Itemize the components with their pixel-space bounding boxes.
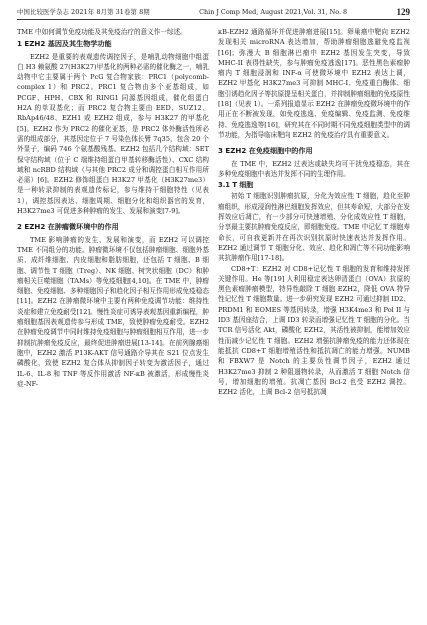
intro-paragraph: TME 中如何调节免疫功能及其免疫治疗的意义作一综述。 xyxy=(17,28,187,36)
continued-paragraph: κB-EZH2 通路循环并促进肿瘤进展[15]。卵巢癌中靶向 EZH2 发现相关 microRNA 表达增加，帮助肿瘤细胞逃避免疫监视[16]；弥漫大 B 细胞淋巴瘤中 EZH2 基因发生突变，导致 MHC-II 表得性缺失，参与肿瘤免疫逃逸[17]。恶性黑色素瘤肿瘤内 T 细胞浸润和 INF-α 可使微环境中 EZH2 表达上调，EZH2 甲基化 H3K27me3 可抑制 MHC-I、免疫重白酶体、细胞引诱趋化因子等抗原提呈相关蛋白，并抑制肿瘤细胞的免疫原性[18]（见表 1）。一系列报道显示 EZH2 在肿瘤免疫微环境中的作用正在不断被发现，如免疫逃逸、免疫编辑、免疫监测、免疫维持、免疫逃逸等[16]，研究其在不同时期不同免疫细胞类型中的调节功能，为指导临床靶向 EZH2 的免疫治疗具有重要意义。 xyxy=(218,28,410,139)
section-3-heading: 3 EZH2 在免疫细胞中的作用 xyxy=(218,146,313,156)
section-3-1-heading: 3.1 T 细胞 xyxy=(218,181,254,190)
two-column-body xyxy=(17,27,410,397)
t-cell-paragraph: 初始 T 细胞识别肿瘤抗原，分化为效应性 T 细胞，趋化至肿瘤组织，形成浸润性淋巴细胞发挥效应，但其寿命短，大部分在发挥效应后凋亡，有一少部分可快速增殖、分化成效应性 T 细胞，分享最主要抗肿瘤免疫反应，即细胞免疫。TME 中记忆 T 细胞寿命长，可自我更新并在再次识别抗原时快速表达并发挥作用。EZH2 通过调节 T 细胞分化、效应、趋化和凋亡等不同功能影响其抗肿瘤作用[17-18]。 xyxy=(218,192,410,263)
section-1-paragraph: EZH2 是重要的表观遗传调控因子，是哺乳动物细胞中组蛋白 H3 赖氨酸 27(H3K27)甲基化的两种必需的催化酶之一，哺乳动物中它主要属于两个 PcG 复合物家族：PRC1（polycomb-complex 1）和 PRC2。PRC1 复合物由多个亚基组成，如 PCGF、HPH、CBX 和 RING1 同源基因组成，催化组蛋白 H2A 的单双基化；而 PRC2 复合物主要由 EED、SUZ12、RbAp46/48、EZH1 或 EZH2 组成，参与 H3K27 的甲基化[5]。EZH2 作为 PRC2 的催化亚基，是 PRC2 体外酶活性所必需的组成部分，其基因定位于 7 号染色体长臂 7q35，包含 20 个外显子，编码 746 个氨基酸残基。EZH2 包括几个结构域：SET 保守结构域（位于 C 端维持组蛋白甲基转移酶活性）、CXC 结构域和 ncRBD 结构域（与其他 PRC2 成分和调控蛋白相互作用所必需）[6]。EZH2 修饰组蛋白 H3K27 甲基化（H3K27me3）是一种转录抑制的表观遗传标记，参与维持干细胞特性（见表 1），调控基因表达、细胞周期、细胞分化和组织器官的发育，H3K27me3 可促进多种肿瘤的发生、发展和演变[7-9]。 xyxy=(17,52,209,216)
journal-title-en: Chin J Comp Med, August 2021,Vol. 31, No. 8 xyxy=(199,8,348,16)
section-2-paragraph: TME 影响肿瘤的发生、发展和演变，而 EZH2 可以调控 TME 不同组分的功能。肿瘤微环境不仅包括肿瘤细胞、细胞外基质、成纤维细胞、内皮细胞和脂肪细胞，还包括 T 细胞、B 细胞、调节性 T 细胞（Treg）、NK 细胞、树突状细胞（DC）和肿瘤相关巨噬细胞（TAMs）等免疫细胞[4,10]。在 TME 中，肿瘤细胞、免疫细胞、多种细胞因子和趋化因子相互作用形成免疫稳态[11]。EZH2 在肿瘤微环境中主要有两种免疫调节功能：维持性炎症和建立免疫耐受[12]。慢性炎症可诱导表观基因重新编程，肿瘤细胞基因表观遗传参与形成 TME，致使肿瘤免疫耐受。EZH2 在肿瘤免疫调节中同时维持免疫细胞与肿瘤细胞相互作用，进一步抑制抗肿瘤免疫反应，最终促进肿瘤进展[13-14]。在前列腺癌细胞中，EZH2 激活 P13K-AKT 信号通路介导其在 S21 位点发生磷酸化，致使 EZH2 复合体从抑制因子转变为激活因子，通过 IL-6、IL-8 和 TNF 等反作用激活 NF-κB 被激活，形成慢性炎症-NF- xyxy=(17,235,209,388)
running-header xyxy=(17,8,410,20)
journal-title-cn: 中国比较医学杂志 2021年 8月第 31卷第 8期 xyxy=(17,8,150,16)
page-number: 129 xyxy=(396,7,410,17)
section-1-heading: 1 EZH2 基因及其生物学功能 xyxy=(17,39,112,49)
cd8-t-cell-paragraph: CD8+T：EZH2 对 CD8+记忆性 T 细胞的发育和维持发挥关键作用。He 等[19] 人利用稳定表达卵清蛋白（OVA）抗原的黑色素瘤肿瘤模型，特异性敲除 T 细胞 EZH2，降低 OVA 特异性记忆性 T 细胞数量。进一步研究发现 EZH2 可通过抑制 ID2、PRDM1 和 EOMES 等基因转录，增强 H3K4me3 和 Pol II 与 ID3 基因座结合，上调 ID3 转录而增强记忆性 T 细胞的分化。当 TCR 信号活化 Akt，磷酸化 EZH2，其活性被抑制，能增加效应性而减少记忆性 T 细胞。EZH2 增强抗肿瘤免疫的能力还体现在能抵抗 CD8+T 细胞增殖活性和抵抗凋亡的能力增强。NUMB 和 FBXW7 是 Notch 的主要负性调节因子，EZH2 通过 H3K27me3 抑制 2 种阻遏物转录，从而激活 T 细胞 Notch 信号，增加细胞的增殖。抗凋亡基因 Bcl-2 也受 EZH2 调控。EZH2 活化，上调 Bcl-2 信号抵抗凋 xyxy=(218,264,410,397)
right-column xyxy=(218,27,410,397)
left-column xyxy=(17,27,209,397)
section-3-intro-paragraph: 在 TME 中，EZH2 过表达或缺失均可干扰免疫稳态，其在多种免疫细胞中表达并发挥不同的生理作用。 xyxy=(218,159,410,178)
section-2-heading: 2 EZH2 在肿瘤微环境中的作用 xyxy=(17,222,119,232)
